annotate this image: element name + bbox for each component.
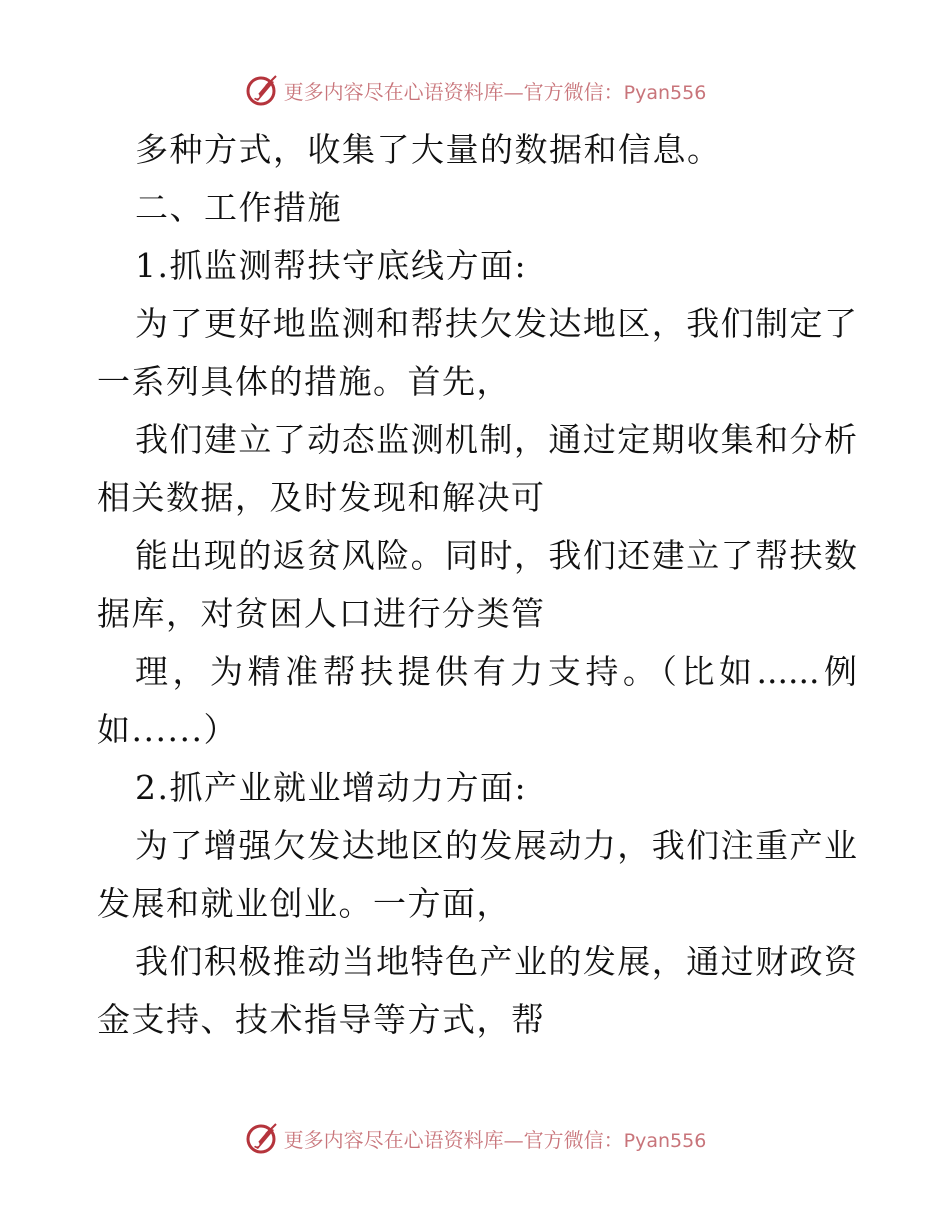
paragraph-line: 相关数据，及时发现和解决可 [97, 478, 546, 517]
paragraph-line: 发展和就业创业。一方面， [97, 884, 511, 923]
header-watermark [0, 70, 950, 110]
paragraph-line: 我们积极推动当地特色产业的发展，通过财政资 [135, 942, 857, 981]
subsection-heading: 2.抓产业就业增动力方面: [135, 768, 528, 807]
paragraph-line: 据库，对贫困人口进行分类管 [97, 594, 546, 633]
paragraph-line: 能出现的返贫风险。同时，我们还建立了帮扶数 [135, 536, 857, 575]
paragraph-line: 如......） [97, 710, 238, 749]
paragraph-line: 理，为精准帮扶提供有力支持。（比如......例 [135, 652, 857, 691]
paragraph-line: 一系列具体的措施。首先， [97, 362, 511, 401]
watermark-text: 更多内容尽在心语资料库—官方微信：Pyan556 [283, 79, 707, 104]
paragraph-line: 为了增强欠发达地区的发展动力，我们注重产业 [135, 826, 857, 865]
document-body [97, 121, 857, 1049]
paragraph-line: 多种方式，收集了大量的数据和信息。 [135, 130, 722, 169]
quill-logo-icon [244, 1120, 280, 1156]
paragraph-line: 金支持、技术指导等方式，帮 [97, 1000, 546, 1039]
watermark-text: 更多内容尽在心语资料库—官方微信：Pyan556 [283, 1127, 707, 1152]
paragraph-line: 我们建立了动态监测机制，通过定期收集和分析 [135, 420, 857, 459]
subsection-heading: 1.抓监测帮扶守底线方面: [135, 246, 528, 285]
quill-logo-icon [244, 72, 280, 108]
footer-watermark [0, 1118, 950, 1158]
section-heading: 二、工作措施 [135, 188, 342, 227]
paragraph-line: 为了更好地监测和帮扶欠发达地区，我们制定了 [135, 304, 857, 343]
